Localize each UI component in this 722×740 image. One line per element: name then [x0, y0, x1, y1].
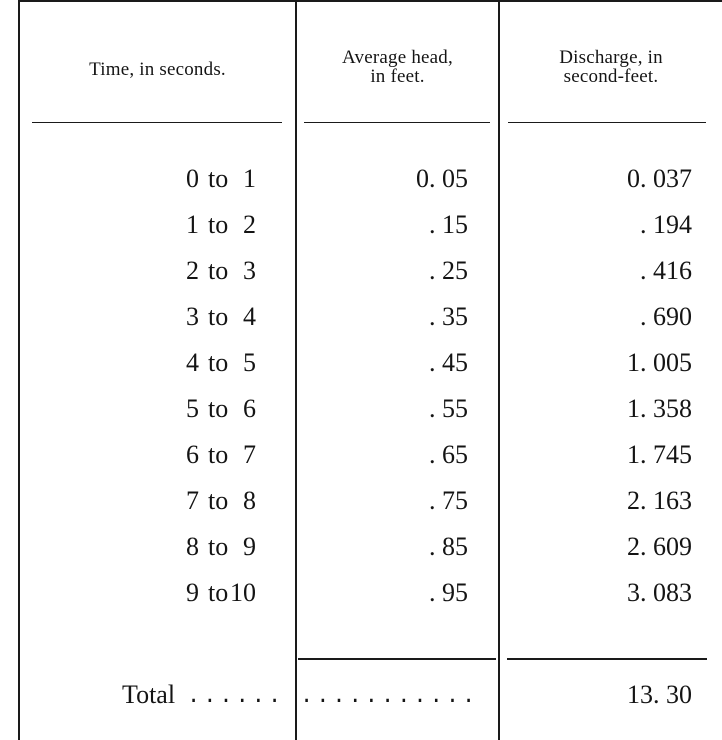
header-time-label: Time, in seconds. [89, 59, 226, 80]
discharge-cell: 1. 745 [627, 440, 692, 469]
head-cell: . 85 [429, 532, 468, 561]
time-to: 7 [243, 440, 256, 469]
discharge-cell: 3. 083 [627, 578, 692, 607]
time-to: 2 [243, 210, 256, 239]
discharge-cell: 1. 005 [627, 348, 692, 377]
discharge-cell: 2. 163 [627, 486, 692, 515]
header-rule-head [304, 122, 490, 123]
time-to: 8 [243, 486, 256, 515]
header-time [20, 60, 295, 79]
time-from: 9 [186, 578, 199, 607]
discharge-cell: . 416 [640, 256, 692, 285]
top-rule [18, 0, 722, 2]
left-rule [18, 0, 20, 740]
total-discharge-cell: 13. 30 [627, 680, 692, 709]
header-discharge [500, 48, 722, 86]
sum-rule-discharge [507, 658, 707, 660]
total-label: Total [122, 680, 176, 709]
time-from: 3 [186, 302, 199, 331]
total-head-leader: ........... [300, 684, 479, 709]
time-from: 4 [186, 348, 199, 377]
header-rule-time [32, 122, 282, 123]
head-cell: . 75 [429, 486, 468, 515]
discharge-cell: . 690 [640, 302, 692, 331]
head-cell: . 15 [429, 210, 468, 239]
discharge-cell: . 194 [640, 210, 692, 239]
time-to: 9 [243, 532, 256, 561]
head-cell: . 25 [429, 256, 468, 285]
time-to: 6 [243, 394, 256, 423]
time-to: 1 [243, 164, 256, 193]
time-from: 1 [186, 210, 199, 239]
discharge-cell: 2. 609 [627, 532, 692, 561]
time-from: 5 [186, 394, 199, 423]
head-cell: . 95 [429, 578, 468, 607]
time-to: 5 [243, 348, 256, 377]
sum-rule-head [298, 658, 496, 660]
header-head-line2: in feet. [370, 66, 425, 87]
head-cell: 0. 05 [416, 164, 468, 193]
column-divider-1 [295, 0, 297, 740]
head-cell: . 65 [429, 440, 468, 469]
head-cell: . 35 [429, 302, 468, 331]
time-to: 4 [243, 302, 256, 331]
time-from: 8 [186, 532, 199, 561]
header-discharge-line1: Discharge, in [559, 47, 663, 68]
head-cell: . 45 [429, 348, 468, 377]
time-to: 3 [243, 256, 256, 285]
discharge-cell: 1. 358 [627, 394, 692, 423]
header-rule-discharge [508, 122, 706, 123]
time-from: 6 [186, 440, 199, 469]
time-from: 0 [186, 164, 199, 193]
header-average-head [297, 48, 498, 86]
header-discharge-line2: second-feet. [563, 66, 659, 87]
column-divider-2 [498, 0, 500, 740]
head-cell: . 55 [429, 394, 468, 423]
time-to: 10 [230, 578, 256, 607]
discharge-cell: 0. 037 [627, 164, 692, 193]
time-from: 2 [186, 256, 199, 285]
header-head-line1: Average head, [342, 47, 453, 68]
time-from: 7 [186, 486, 199, 515]
total-label-leader: ...... [187, 684, 285, 709]
